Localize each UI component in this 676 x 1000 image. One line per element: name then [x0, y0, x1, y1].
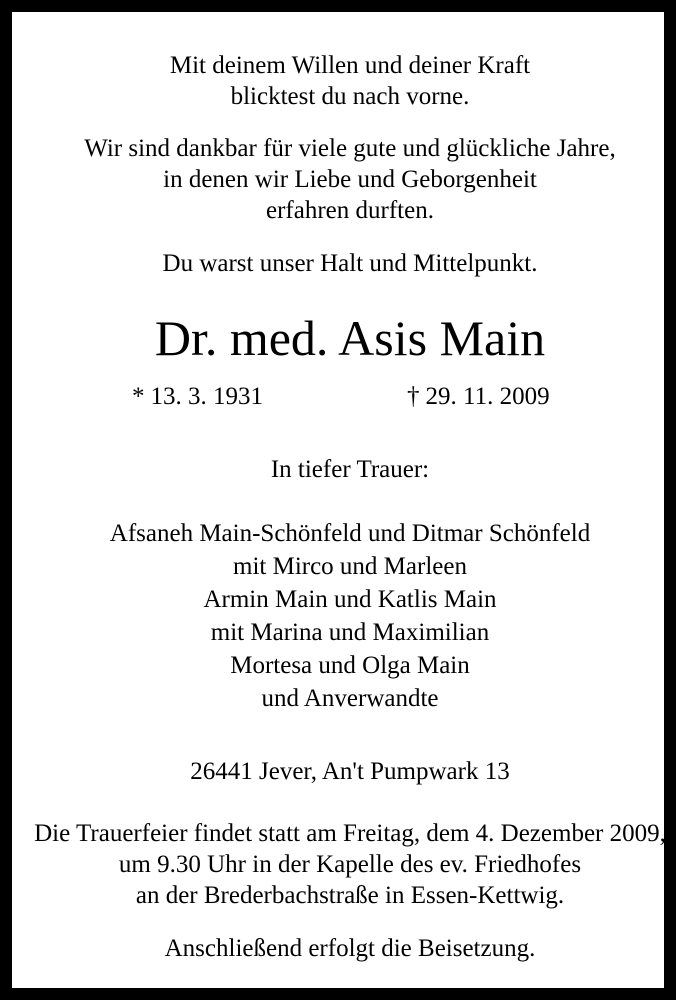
birth-date-value: 13. 3. 1931 [150, 383, 263, 410]
burial-note: Anschließend erfolgt die Beisetzung. [164, 935, 536, 962]
poem-line: in denen wir Liebe und Geborgenheit [163, 166, 537, 193]
poem-line: erfahren durften. [266, 197, 434, 224]
birth-date [132, 382, 263, 412]
ceremony-line: an der Brederbachstraße in Essen-Kettwig. [135, 882, 565, 909]
family-line: Armin Main und Katlis Main [203, 586, 497, 613]
death-cross-icon: † [407, 383, 420, 410]
poem-line: Du warst unser Halt und Mittelpunkt. [162, 250, 538, 277]
ceremony-line: Die Trauerfeier findet statt am Freitag, dem 4. Dezember 2009, [34, 820, 666, 847]
family-line: Mortesa und Olga Main [230, 652, 470, 679]
birth-star-icon: * [132, 383, 145, 410]
address: 26441 Jever, An't Pumpwark 13 [190, 758, 510, 785]
family-line: Afsaneh Main-Schönfeld und Ditmar Schönfeld [109, 520, 591, 547]
death-date-value: 29. 11. 2009 [425, 383, 550, 410]
death-date [407, 382, 550, 412]
family-line: mit Marina und Maximilian [210, 619, 490, 646]
ceremony-line: um 9.30 Uhr in der Kapelle des ev. Friedhofes [118, 851, 582, 878]
poem-line: blicktest du nach vorne. [230, 83, 470, 110]
family-line: und Anverwandte [261, 685, 439, 712]
deceased-name: Dr. med. Asis Main [154, 310, 546, 366]
poem-line: Wir sind dankbar für viele gute und glückliche Jahre, [84, 135, 616, 162]
poem-line: Mit deinem Willen und deiner Kraft [169, 52, 531, 79]
mourning-heading: In tiefer Trauer: [270, 456, 430, 483]
family-line: mit Mirco und Marleen [233, 553, 467, 580]
